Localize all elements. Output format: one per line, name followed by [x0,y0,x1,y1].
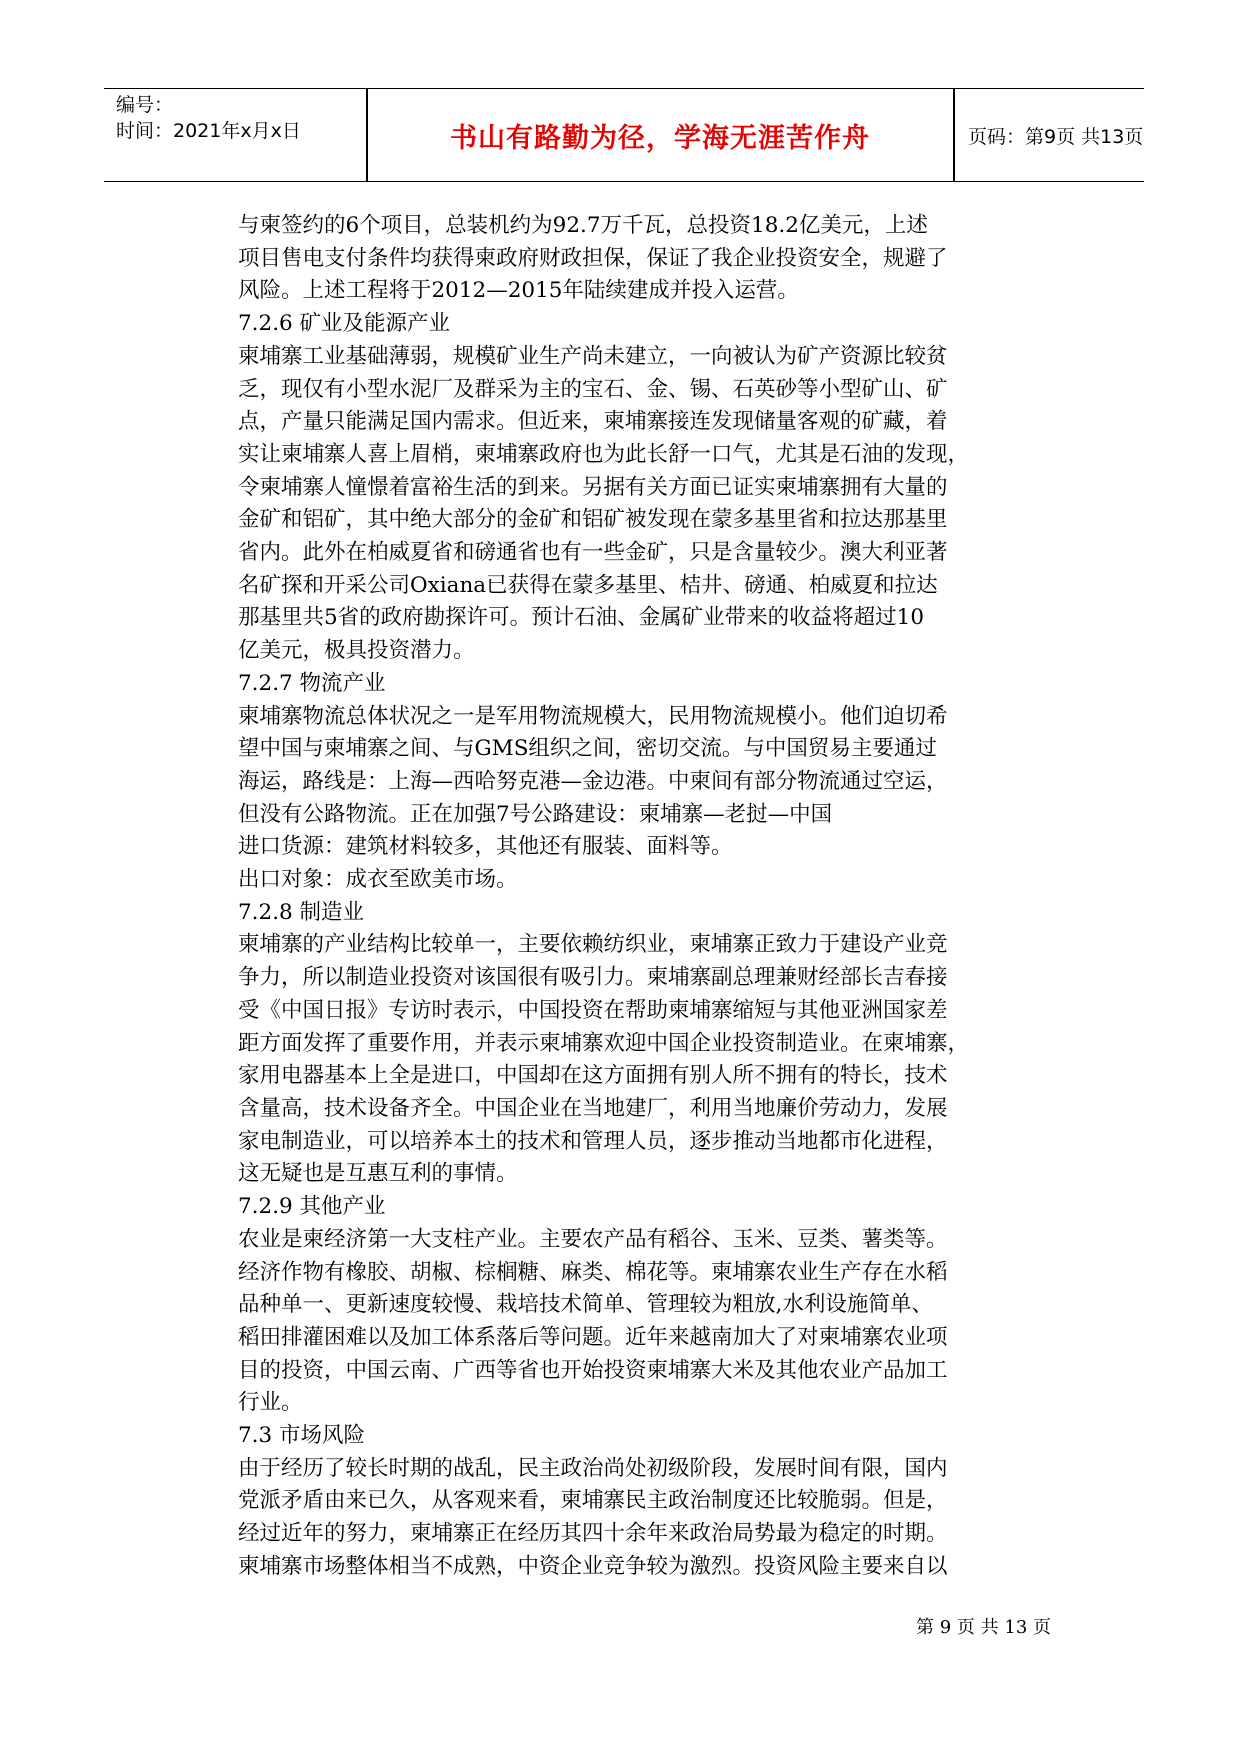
body-line: 品种单一、更新速度较慢、栽培技术简单、管理较为粗放,水利设施简单、 [238,1292,933,1318]
section-heading: 7.2.6 矿业及能源产业 [238,311,451,337]
body-line: 但没有公路物流。正在加强7号公路建设：柬埔寨—老挝—中国 [238,801,833,827]
page-footer: 第 9 页 共 13 页 [916,1617,1051,1638]
body-line: 令柬埔寨人憧憬着富裕生活的到来。另据有关方面已证实柬埔寨拥有大量的 [238,474,948,500]
body-line: 省内。此外在柏威夏省和磅通省也有一些金矿，只是含量较少。澳大利亚著 [238,540,948,566]
body-line: 与柬签约的6个项目，总装机约为92.7万千瓦，总投资18.2亿美元，上述 [238,213,928,238]
body-line: 这无疑也是互惠互利的事情。 [238,1161,518,1187]
section-heading: 7.2.8 制造业 [238,899,365,925]
body-line: 亿美元，极具投资潜力。 [238,638,475,664]
header-meta [104,89,366,181]
body-line: 目的投资，中国云南、广西等省也开始投资柬埔寨大米及其他农业产品加工 [238,1357,948,1383]
body-line: 距方面发挥了重要作用，并表示柬埔寨欢迎中国企业投资制造业。在柬埔寨， [238,1030,970,1056]
body-line: 项目售电支付条件均获得柬政府财政担保，保证了我企业投资安全，规避了 [238,245,948,271]
body-line: 柬埔寨工业基础薄弱，规模矿业生产尚未建立，一向被认为矿产资源比较贫 [238,343,948,369]
body-line: 柬埔寨的产业结构比较单一，主要依赖纺织业，柬埔寨正致力于建设产业竞 [238,932,948,958]
body-line: 由于经历了较长时期的战乱，民主政治尚处初级阶段，发展时间有限，国内 [238,1455,948,1481]
body-line: 出口对象：成衣至欧美市场。 [238,867,518,893]
body-line: 名矿探和开采公司Oxiana已获得在蒙多基里、桔井、磅通、柏威夏和拉达 [238,572,938,598]
body-line: 进口货源：建筑材料较多，其他还有服装、面料等。 [238,834,733,860]
body-line: 经过近年的努力，柬埔寨正在经历其四十余年来政治局势最为稳定的时期。 [238,1521,948,1547]
body-line: 柬埔寨市场整体相当不成熟，中资企业竞争较为激烈。投资风险主要来自以 [238,1553,948,1579]
body-line: 乏，现仅有小型水泥厂及群采为主的宝石、金、锡、石英砂等小型矿山、矿 [238,376,948,402]
section-heading: 7.2.9 其他产业 [238,1194,386,1220]
body-line: 家电制造业，可以培养本土的技术和管理人员，逐步推动当地都市化进程， [238,1128,948,1154]
document-body [238,210,1058,1584]
body-line: 稻田排灌困难以及加工体系落后等问题。近年来越南加大了对柬埔寨农业项 [238,1324,948,1350]
header-divider [953,89,955,181]
header-page-number: 页码：第9页 共13页 [968,125,1144,148]
body-line: 含量高，技术设备齐全。中国企业在当地建厂，利用当地廉价劳动力，发展 [238,1095,948,1121]
body-line: 风险。上述工程将于2012—2015年陆续建成并投入运营。 [238,278,799,304]
header-motto: 书山有路勤为径，学海无涯苦作舟 [450,122,870,154]
body-line: 点，产量只能满足国内需求。但近来，柬埔寨接连发现储量客观的矿藏，着 [238,409,948,435]
body-line: 经济作物有橡胶、胡椒、棕榈糖、麻类、棉花等。柬埔寨农业生产存在水稻 [238,1259,948,1285]
document-time-label: 时间：2021年x月x日 [116,120,301,142]
body-line: 柬埔寨物流总体状况之一是军用物流规模大，民用物流规模小。他们迫切希 [238,703,948,729]
page-header [104,88,1144,182]
body-line: 受《中国日报》专访时表示，中国投资在帮助柬埔寨缩短与其他亚洲国家差 [238,997,948,1023]
body-line: 行业。 [238,1390,303,1416]
body-line: 农业是柬经济第一大支柱产业。主要农产品有稻谷、玉米、豆类、薯类等。 [238,1226,948,1252]
body-line: 争力，所以制造业投资对该国很有吸引力。柬埔寨副总理兼财经部长吉春接 [238,965,948,991]
body-line: 金矿和铝矿，其中绝大部分的金矿和铝矿被发现在蒙多基里省和拉达那基里 [238,507,948,533]
section-heading: 7.2.7 物流产业 [238,670,386,696]
body-line: 家用电器基本上全是进口，中国却在这方面拥有别人所不拥有的特长，技术 [238,1063,948,1089]
body-line: 实让柬埔寨人喜上眉梢，柬埔寨政府也为此长舒一口气，尤其是石油的发现， [238,441,970,467]
body-line: 党派矛盾由来已久，从客观来看，柬埔寨民主政治制度还比较脆弱。但是， [238,1488,948,1514]
body-line: 望中国与柬埔寨之间、与GMS组织之间，密切交流。与中国贸易主要通过 [238,736,937,762]
section-heading: 7.3 市场风险 [238,1423,366,1449]
body-line: 那基里共5省的政府勘探许可。预计石油、金属矿业带来的收益将超过10 [238,605,925,631]
document-number-label: 编号： [116,94,174,116]
body-line: 海运，路线是：上海—西哈努克港—金边港。中柬间有部分物流通过空运， [238,768,948,794]
